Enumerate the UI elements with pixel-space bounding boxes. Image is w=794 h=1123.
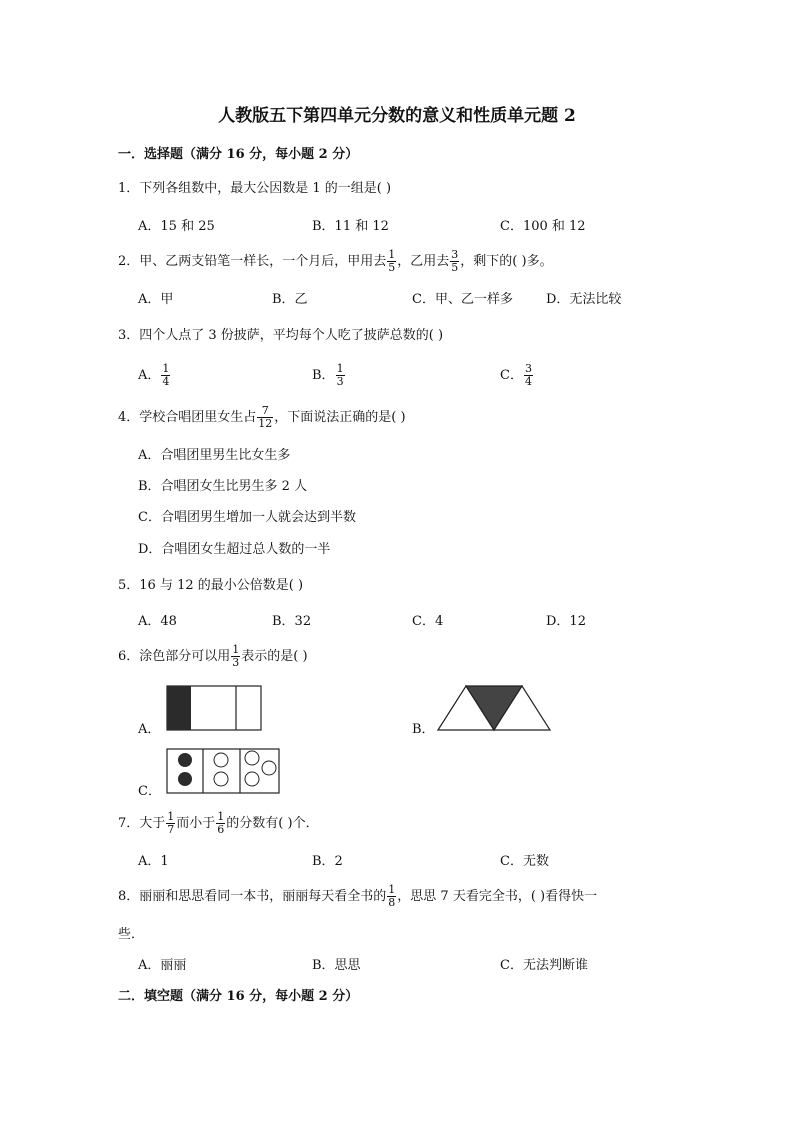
q7-option-a: A．1	[138, 854, 169, 869]
question-6: 6．涂色部分可以用 $\frac{1}{3}$ 表示的是( )	[118, 643, 308, 669]
fraction: $\frac{1}{8}$	[388, 883, 396, 909]
fraction: $\frac{1}{5}$	[388, 248, 396, 274]
q2-option-c: C．甲、乙一样多	[412, 292, 513, 307]
fraction: $\frac{1}{4}$	[162, 362, 170, 388]
page-title: 人教版五下第四单元分数的意义和性质单元题 2	[218, 106, 576, 126]
question-5: 5．16 与 12 的最小公倍数是( )	[118, 578, 304, 593]
q5-option-c: C．4	[412, 614, 444, 629]
q6-option-a-label: A．	[138, 722, 161, 737]
q8-option-c: C．无法判断谁	[500, 958, 588, 973]
fraction: $\frac{1}{6}$	[217, 810, 225, 836]
q5-option-b: B．32	[272, 614, 312, 629]
question-8: 8．丽丽和思思看同一本书，丽丽每天看全书的 $\frac{1}{8}$ ，思思 7 天看完全书，( )看得快一	[118, 883, 598, 909]
q4-option-b: B．合唱团女生比男生多 2 人	[138, 479, 308, 494]
q7-option-c: C．无数	[500, 854, 549, 869]
question-3: 3．四个人点了 3 份披萨，平均每个人吃了披萨总数的( )	[118, 328, 444, 343]
q8-option-a: A．丽丽	[138, 958, 187, 973]
q6-option-c-figure	[166, 748, 280, 794]
q6-option-c-label: C．	[138, 784, 161, 799]
question-4: 4．学校合唱团里女生占 $\frac{7}{12}$ ，下面说法正确的是( )	[118, 404, 406, 430]
q2-option-a: A．甲	[138, 292, 174, 307]
section-1-heading: 一．选择题（满分 16 分，每小题 2 分）	[118, 147, 359, 162]
q3-option-c: C． $\frac{3}{4}$	[500, 362, 532, 388]
q4-option-c: C．合唱团男生增加一人就会达到半数	[138, 510, 356, 525]
question-1: 1．下列各组数中，最大公因数是 1 的一组是( )	[118, 181, 392, 196]
q6-option-a-figure	[166, 685, 262, 731]
q3-option-a: A． $\frac{1}{4}$	[138, 362, 170, 388]
fraction: $\frac{1}{7}$	[167, 810, 175, 836]
q1-option-b: B．11 和 12	[312, 219, 389, 234]
q3-option-b: B． $\frac{1}{3}$	[312, 362, 344, 388]
q7-option-b: B．2	[312, 854, 343, 869]
question-7: 7．大于 $\frac{1}{7}$ 而小于 $\frac{1}{6}$ 的分数有( )个．	[118, 810, 319, 836]
fraction: $\frac{3}{4}$	[524, 362, 532, 388]
q4-option-d: D．合唱团女生超过总人数的一半	[138, 542, 331, 557]
q8-option-b: B．思思	[312, 958, 361, 973]
q1-option-a: A．15 和 25	[138, 219, 215, 234]
fraction: $\frac{7}{12}$	[258, 404, 273, 430]
q2-option-d: D．无法比较	[546, 292, 622, 307]
q5-option-a: A．48	[138, 614, 177, 629]
q6-option-b-label: B．	[412, 722, 435, 737]
q6-option-b-figure	[437, 685, 551, 731]
question-8-continued: 些．	[118, 927, 145, 942]
fraction: $\frac{1}{3}$	[336, 362, 344, 388]
fraction: $\frac{1}{3}$	[232, 643, 240, 669]
section-2-heading: 二．填空题（满分 16 分，每小题 2 分）	[118, 989, 359, 1004]
q5-option-d: D．12	[546, 614, 586, 629]
q2-option-b: B．乙	[272, 292, 308, 307]
q4-option-a: A．合唱团里男生比女生多	[138, 448, 291, 463]
question-2: 2．甲、乙两支铅笔一样长，一个月后，甲用去 $\frac{1}{5}$ ，乙用去 $\frac{3}{5}$ ，剩下的( )多。	[118, 248, 553, 274]
fraction: $\frac{3}{5}$	[451, 248, 459, 274]
q1-option-c: C．100 和 12	[500, 219, 586, 234]
